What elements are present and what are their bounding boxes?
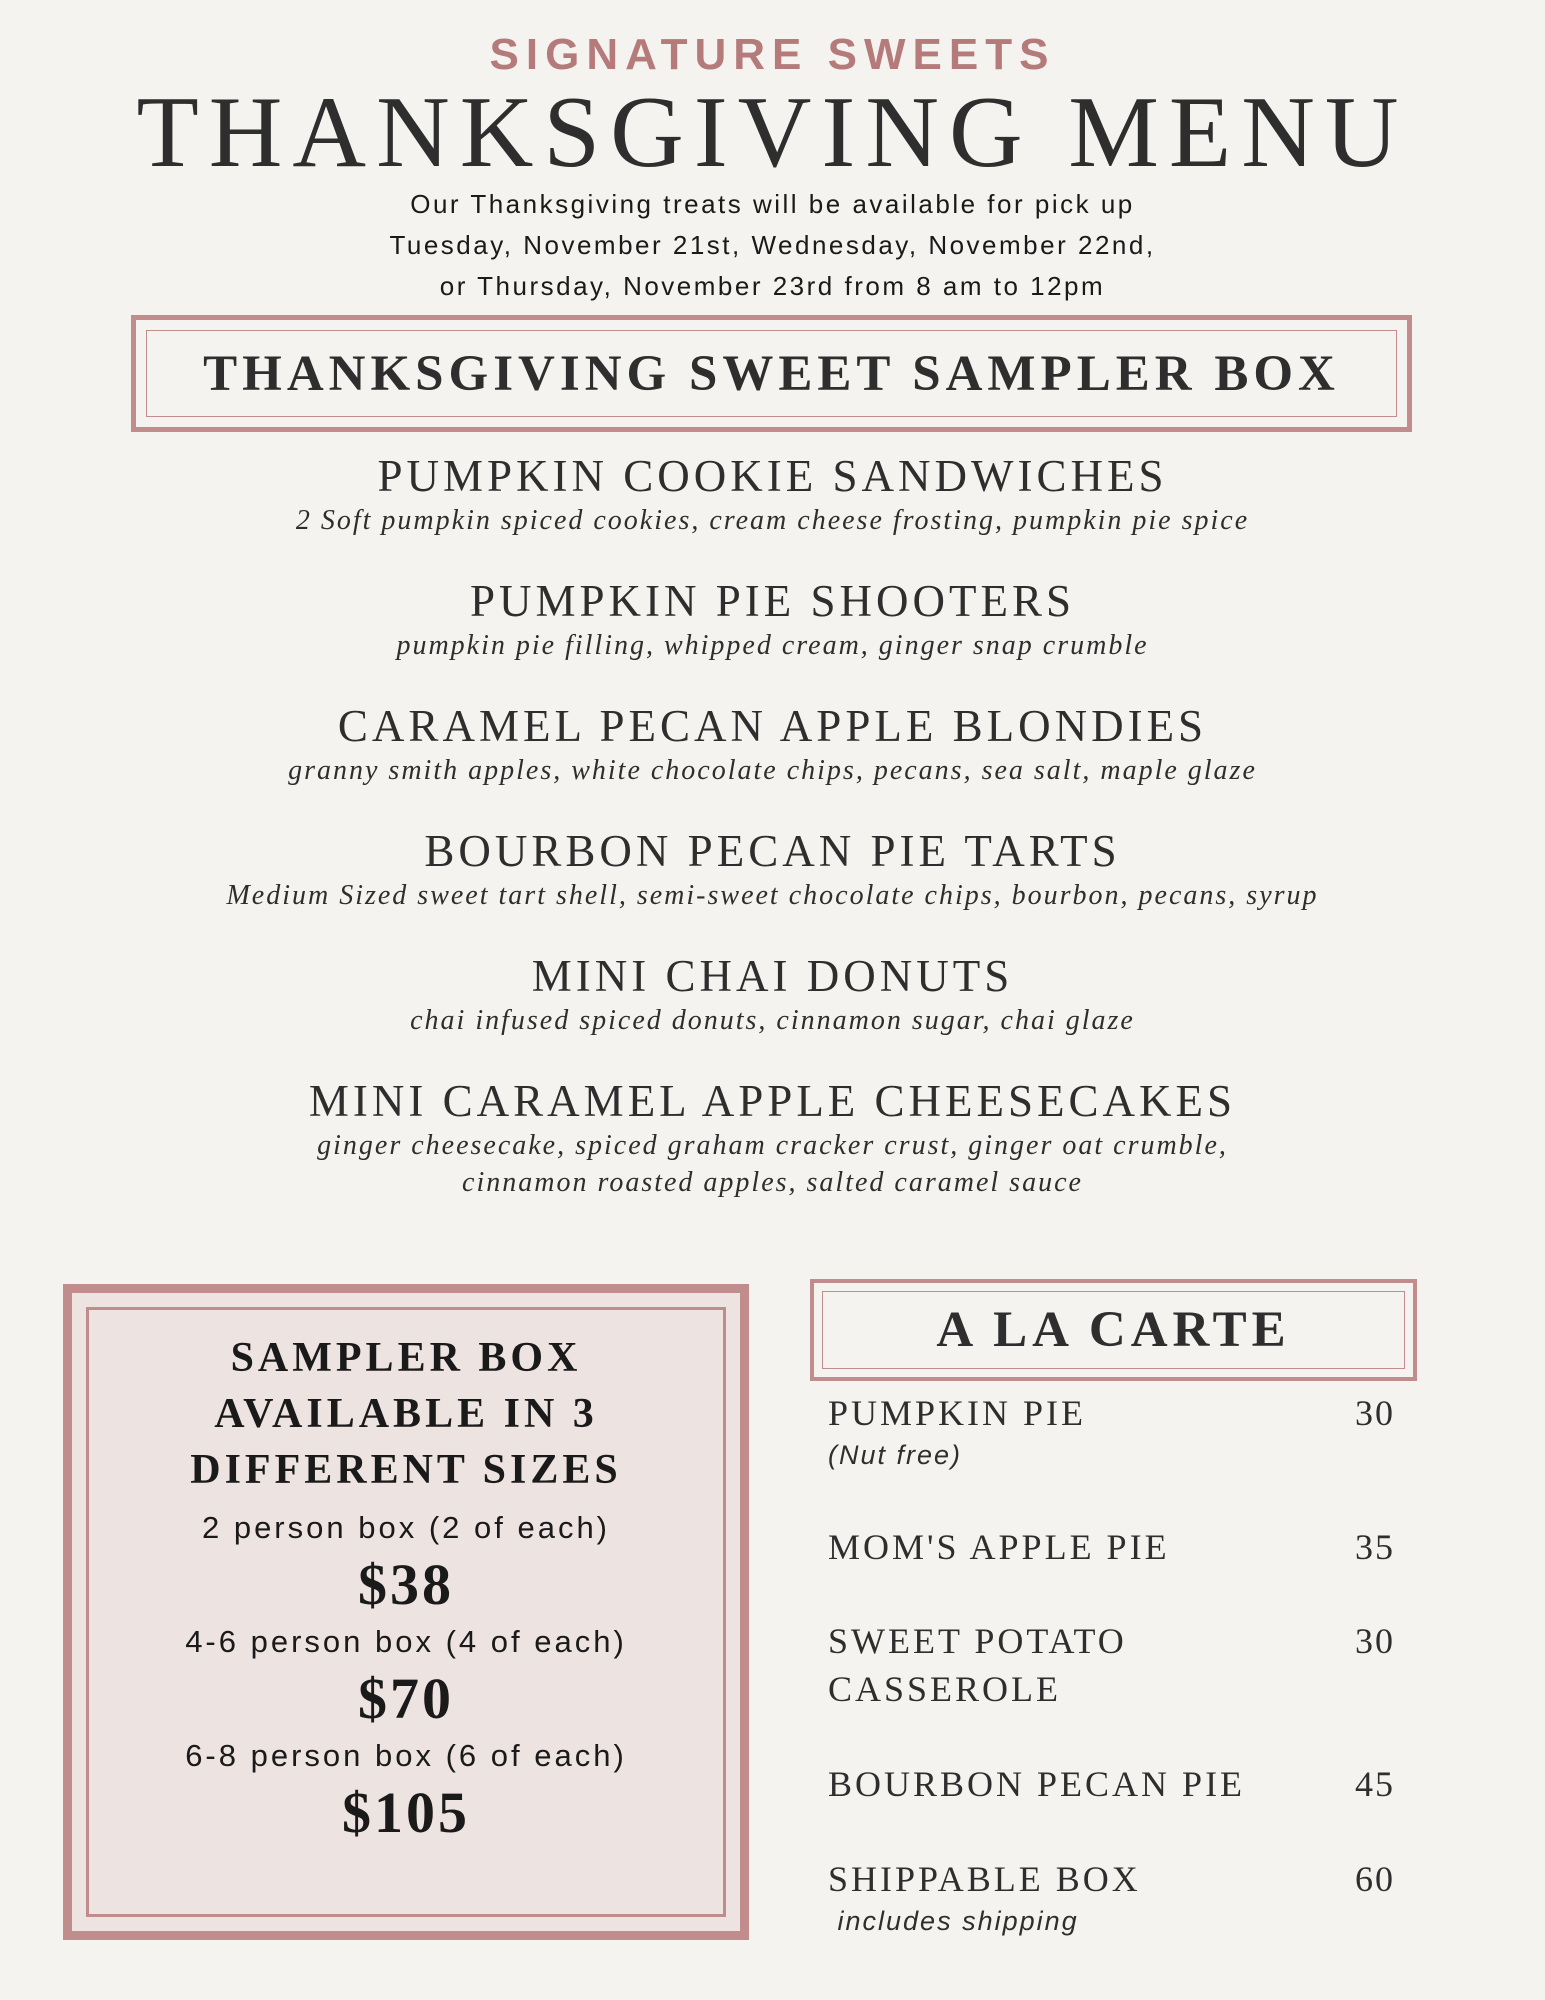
sampler-sizes-heading-line: DIFFERENT SIZES xyxy=(190,1447,622,1493)
menu-item xyxy=(0,575,1545,664)
pickup-info-line: or Thursday, November 23rd from 8 am to 12pm xyxy=(439,271,1106,301)
menu-item-description: 2 Soft pumpkin spiced cookies, cream cheese frosting, pumpkin pie spice xyxy=(295,505,1250,536)
a-la-carte-item-name-line: CASSEROLE xyxy=(828,1669,1062,1709)
a-la-carte-heading-frame xyxy=(810,1279,1417,1381)
menu-item-description: ginger cheesecake, spiced graham cracker crust, ginger oat crumble, xyxy=(317,1130,1228,1161)
a-la-carte-item-price: 45 xyxy=(1355,1764,1395,1804)
a-la-carte-item-name: PUMPKIN PIE xyxy=(828,1393,1087,1433)
pickup-info xyxy=(0,184,1545,307)
sampler-sizes-heading-line: SAMPLER BOX xyxy=(230,1335,582,1381)
menu-item-name: PUMPKIN COOKIE SANDWICHES xyxy=(377,451,1168,501)
a-la-carte-item-name-line: SWEET POTATO xyxy=(828,1621,1127,1661)
a-la-carte-item-price: 30 xyxy=(1355,1621,1395,1661)
a-la-carte-item-note: (Nut free) xyxy=(828,1440,963,1470)
a-la-carte-item-note: includes shipping xyxy=(828,1906,1079,1936)
pickup-info-line: Tuesday, November 21st, Wednesday, November 22nd, xyxy=(389,230,1156,260)
size-tier-price: $38 xyxy=(358,1552,454,1617)
a-la-carte-item-name xyxy=(828,1617,1127,1713)
a-la-carte-item-name: BOURBON PECAN PIE xyxy=(828,1764,1246,1804)
a-la-carte-item xyxy=(828,1523,1395,1571)
menu-item xyxy=(0,950,1545,1039)
sampler-sizes-panel xyxy=(63,1284,749,1940)
a-la-carte-item xyxy=(828,1389,1395,1473)
pickup-info-line: Our Thanksgiving treats will be available for pick up xyxy=(410,189,1135,219)
size-tier-price: $70 xyxy=(358,1666,454,1731)
a-la-carte-heading: A LA CARTE xyxy=(822,1291,1405,1369)
size-tier-label: 2 person box (2 of each) xyxy=(201,1510,611,1545)
menu-item-description: granny smith apples, white chocolate chips, pecans, sea salt, maple glaze xyxy=(288,755,1257,786)
menu-item xyxy=(0,825,1545,914)
a-la-carte-item-price: 60 xyxy=(1355,1859,1395,1899)
sampler-item-list xyxy=(0,450,1545,1201)
a-la-carte-item-price: 35 xyxy=(1355,1527,1395,1567)
menu-item-name: MINI CHAI DONUTS xyxy=(531,951,1014,1001)
a-la-carte-item xyxy=(828,1617,1395,1713)
size-tier-label: 4-6 person box (4 of each) xyxy=(185,1624,627,1659)
sampler-box-heading-frame xyxy=(131,315,1412,432)
a-la-carte-item-name: SHIPPABLE BOX xyxy=(828,1859,1141,1899)
sampler-sizes-panel-inner xyxy=(86,1307,726,1917)
menu-item-name: BOURBON PECAN PIE TARTS xyxy=(424,826,1121,876)
menu-item-description: Medium Sized sweet tart shell, semi-sweet chocolate chips, bourbon, pecans, syrup xyxy=(226,880,1319,911)
menu-item-name: CARAMEL PECAN APPLE BLONDIES xyxy=(337,701,1208,751)
sampler-box-heading: THANKSGIVING SWEET SAMPLER BOX xyxy=(146,330,1397,417)
a-la-carte-item xyxy=(828,1760,1395,1808)
menu-item-description: chai infused spiced donuts, cinnamon sugar, chai glaze xyxy=(410,1005,1135,1036)
menu-title: THANKSGIVING MENU xyxy=(136,76,1409,189)
menu-item xyxy=(0,700,1545,789)
menu-item xyxy=(0,1075,1545,1201)
a-la-carte-item xyxy=(828,1855,1395,1939)
sampler-sizes-heading-line: AVAILABLE IN 3 xyxy=(214,1391,598,1437)
menu-item-name: MINI CARAMEL APPLE CHEESECAKES xyxy=(308,1076,1237,1126)
size-tier-label: 6-8 person box (6 of each) xyxy=(185,1738,627,1773)
menu-item-description: cinnamon roasted apples, salted caramel sauce xyxy=(462,1167,1083,1198)
a-la-carte-item-name: MOM'S APPLE PIE xyxy=(828,1527,1170,1567)
sampler-sizes-heading xyxy=(89,1330,723,1498)
brand-name: SIGNATURE SWEETS xyxy=(489,30,1056,79)
menu-item-description: pumpkin pie filling, whipped cream, ginger snap crumble xyxy=(396,630,1149,661)
size-tier-price: $105 xyxy=(342,1780,470,1845)
menu-item xyxy=(0,450,1545,539)
menu-item-name: PUMPKIN PIE SHOOTERS xyxy=(469,576,1076,626)
a-la-carte-item-price: 30 xyxy=(1355,1393,1395,1433)
